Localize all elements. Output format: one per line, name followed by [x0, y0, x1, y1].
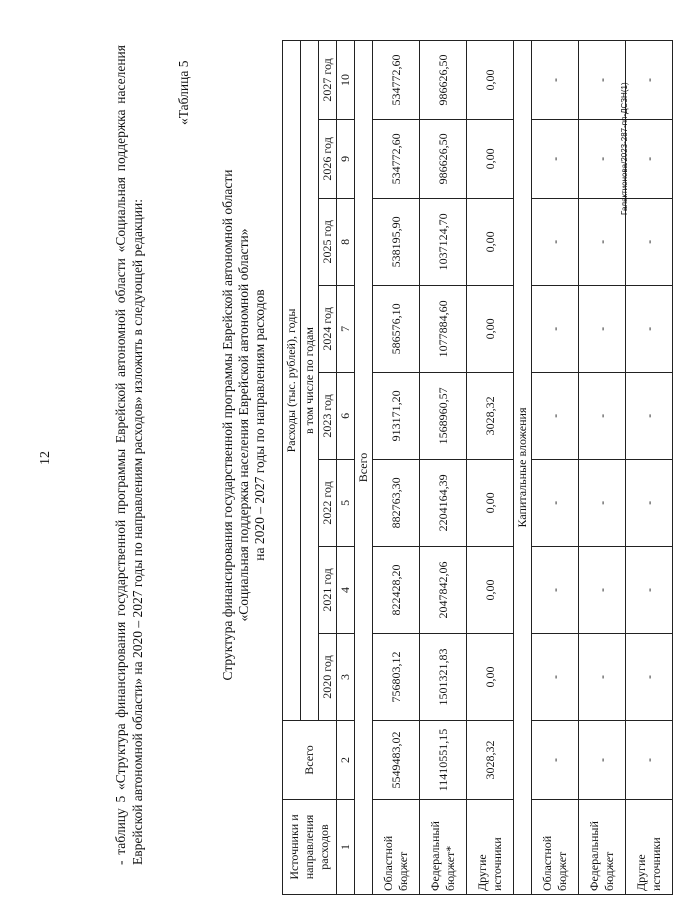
table-cell: 882763,30	[373, 459, 420, 546]
table-cell: -	[626, 633, 673, 720]
header-year: 2025 год	[319, 198, 337, 285]
table-cell: -	[626, 721, 673, 800]
table-cell: -	[579, 372, 626, 459]
table-cell: 913171,20	[373, 372, 420, 459]
table-row	[579, 41, 626, 895]
table-cell: 1037124,70	[420, 198, 467, 285]
heading-line-2: «Социальная поддержка населения Еврейской автономной области»	[236, 228, 251, 622]
header-source: Источники и направления расходов	[283, 800, 337, 895]
table-cell: -	[579, 633, 626, 720]
table-cell: 0,00	[467, 285, 514, 372]
column-number: 7	[337, 285, 355, 372]
table-cell: -	[626, 546, 673, 633]
header-year: 2026 год	[319, 119, 337, 198]
table-cell: -	[532, 198, 579, 285]
table-cell: 0,00	[467, 633, 514, 720]
table-cell: -	[579, 119, 626, 198]
table-cell: -	[532, 633, 579, 720]
header-year: 2022 год	[319, 459, 337, 546]
column-number: 6	[337, 372, 355, 459]
section-header: Всего	[355, 41, 373, 895]
header-year: 2023 год	[319, 372, 337, 459]
table-cell: -	[532, 721, 579, 800]
header-total: Всего	[283, 721, 337, 800]
row-label: Федеральный бюджет	[579, 800, 626, 895]
column-number: 3	[337, 633, 355, 720]
table-cell: 586576,10	[373, 285, 420, 372]
header-year: 2027 год	[319, 41, 337, 120]
table-cell: 5549483,02	[373, 721, 420, 800]
table-row	[626, 41, 673, 895]
header-year: 2020 год	[319, 633, 337, 720]
row-label: Областной бюджет	[532, 800, 579, 895]
table-cell: -	[532, 459, 579, 546]
table-cell: 756803,12	[373, 633, 420, 720]
intro-paragraph: - таблицу 5 «Структура финансирования государственной программы Еврейской автономной области «Социальная поддержка населения Еврейской автономной области» на 2020 – 2027 годы по направлениям расходов» изложить в следующей редакции:	[113, 45, 145, 865]
table-cell: -	[579, 285, 626, 372]
table-heading	[220, 145, 268, 705]
table-cell: -	[579, 41, 626, 120]
table-cell: 534772,60	[373, 41, 420, 120]
table-cell: 822428,20	[373, 546, 420, 633]
table-cell: 2204164,39	[420, 459, 467, 546]
table-cell: -	[626, 372, 673, 459]
header-year: 2021 год	[319, 546, 337, 633]
table-cell: -	[626, 198, 673, 285]
table-cell: -	[579, 546, 626, 633]
column-number: 10	[337, 41, 355, 120]
table-row	[373, 41, 420, 895]
column-number: 2	[337, 721, 355, 800]
header-incl: в том числе по годам	[301, 41, 319, 721]
table-reference: «Таблица 5	[176, 60, 191, 125]
table-cell: -	[626, 459, 673, 546]
table-cell: 1568960,57	[420, 372, 467, 459]
table-cell: 1077884,60	[420, 285, 467, 372]
table-cell: 0,00	[467, 41, 514, 120]
table-cell: 986626,50	[420, 119, 467, 198]
table-cell: -	[626, 119, 673, 198]
table-cell: -	[532, 285, 579, 372]
row-label: Федеральный бюджет*	[420, 800, 467, 895]
header-expenses: Расходы (тыс. рублей), годы	[283, 41, 301, 721]
table-cell: 986626,50	[420, 41, 467, 120]
heading-line-1: Структура финансирования государственной программы Еврейской автономной области	[220, 169, 235, 681]
financing-table	[282, 40, 673, 895]
column-number: 8	[337, 198, 355, 285]
page-number: 12	[38, 451, 53, 465]
table-row	[467, 41, 514, 895]
heading-line-3: на 2020 – 2027 годы по направлениям расходов	[252, 289, 267, 561]
section-header: Капитальные вложения	[514, 41, 532, 895]
column-number: 1	[337, 800, 355, 895]
header-year: 2024 год	[319, 285, 337, 372]
footer-code: Галактионова/2023-287-пп-ДСЗН(1)	[620, 82, 629, 215]
row-label: Другие источники	[626, 800, 673, 895]
column-number: 9	[337, 119, 355, 198]
table-cell: -	[532, 119, 579, 198]
table-cell: -	[579, 459, 626, 546]
table-row	[532, 41, 579, 895]
table-cell: 538195,90	[373, 198, 420, 285]
table-cell: 0,00	[467, 198, 514, 285]
table-cell: 0,00	[467, 459, 514, 546]
column-number: 4	[337, 546, 355, 633]
table-cell: 3028,32	[467, 721, 514, 800]
table-cell: 11410551,15	[420, 721, 467, 800]
table-cell: -	[532, 372, 579, 459]
table-cell: 2047842,06	[420, 546, 467, 633]
table-cell: 3028,32	[467, 372, 514, 459]
table-cell: -	[532, 41, 579, 120]
table-cell: 0,00	[467, 119, 514, 198]
table-cell: -	[626, 285, 673, 372]
table-cell: 534772,60	[373, 119, 420, 198]
table-cell: -	[579, 198, 626, 285]
table-cell: 0,00	[467, 546, 514, 633]
table-cell: -	[532, 546, 579, 633]
row-label: Другие источники	[467, 800, 514, 895]
table-row	[420, 41, 467, 895]
table-cell: -	[579, 721, 626, 800]
column-number: 5	[337, 459, 355, 546]
table-cell: -	[626, 41, 673, 120]
row-label: Областной бюджет	[373, 800, 420, 895]
table-cell: 1501321,83	[420, 633, 467, 720]
